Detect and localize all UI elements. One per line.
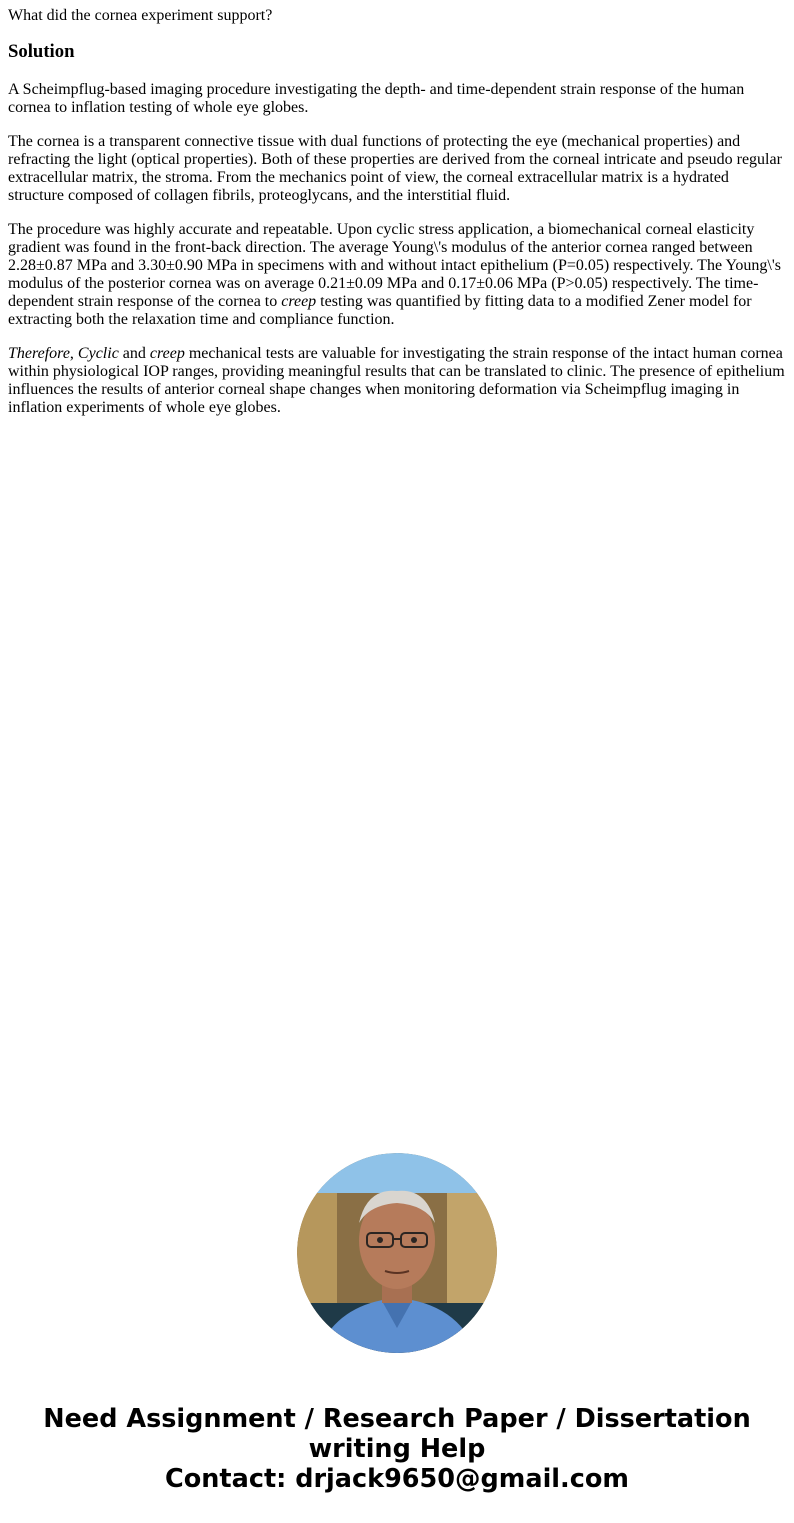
- paragraph-conclusion: [8, 345, 786, 417]
- contact-email: Contact: drjack9650@gmail.com: [165, 1464, 629, 1494]
- solution-article: [8, 7, 786, 433]
- conclusion-text: mechanical tests are valuable for investigating the strain response of the intact human cornea within physiological IOP ranges, providing meaningful results that can be translated to clinic. The presence of epithelium influences the results of anterior corneal shape changes when monitoring deformation via Scheimpflug imaging in inflation experiments of whole eye globes.: [8, 345, 785, 416]
- creep-emphasis-2: creep: [149, 345, 185, 362]
- question-text: What did the cornea experiment support?: [8, 7, 273, 24]
- conclusion-separator-2: and: [118, 345, 150, 362]
- paragraph-cornea-description: The cornea is a transparent connective tissue with dual functions of protecting the eye (mechanical properties) and refracting the light (optical properties). Both of these properties are derived from the corneal intricate and pseudo regular extracellular matrix, the stroma. From the mechanics point of view, the corneal extracellular matrix is a hydrated structure composed of collagen fibrils, proteoglycans, and the interstitial fluid.: [8, 133, 782, 204]
- paragraph-procedure-results: [8, 221, 786, 329]
- avatar: [297, 1153, 497, 1353]
- solution-heading: Solution: [8, 41, 75, 62]
- cta-line-2: writing Help: [308, 1434, 486, 1464]
- author-portrait: [297, 1153, 497, 1353]
- paragraph-intro: A Scheimpflug-based imaging procedure investigating the depth- and time-dependent strain response of the human cornea to inflation testing of whole eye globes.: [8, 81, 745, 116]
- cyclic-emphasis: Cyclic: [77, 345, 119, 362]
- conclusion-separator-1: ,: [69, 345, 78, 362]
- contact-banner: [0, 1404, 794, 1494]
- procedure-text-a: The procedure was highly accurate and repeatable. Upon cyclic stress application, a biomechanical corneal elasticity gradient was found in the front-back direction. The average Young\'s modulus of the anterior cornea ranged between 2.28±0.87 MPa and 3.30±0.90 MPa in specimens with and without intact epithelium (P=0.05) respectively. The Young\'s modulus of the posterior cornea was on average 0.21±0.09 MPa and 0.17±0.06 MPa (P>0.05) respectively. The time-dependent strain response of the cornea to: [8, 221, 781, 310]
- cta-line-1: Need Assignment / Research Paper / Dissertation: [43, 1404, 751, 1434]
- creep-emphasis: creep: [281, 293, 317, 310]
- procedure-text-b: testing was quantified by fitting data to a modified Zener model for extracting both the relaxation time and compliance function.: [8, 293, 752, 328]
- therefore-emphasis: Therefore: [8, 345, 70, 362]
